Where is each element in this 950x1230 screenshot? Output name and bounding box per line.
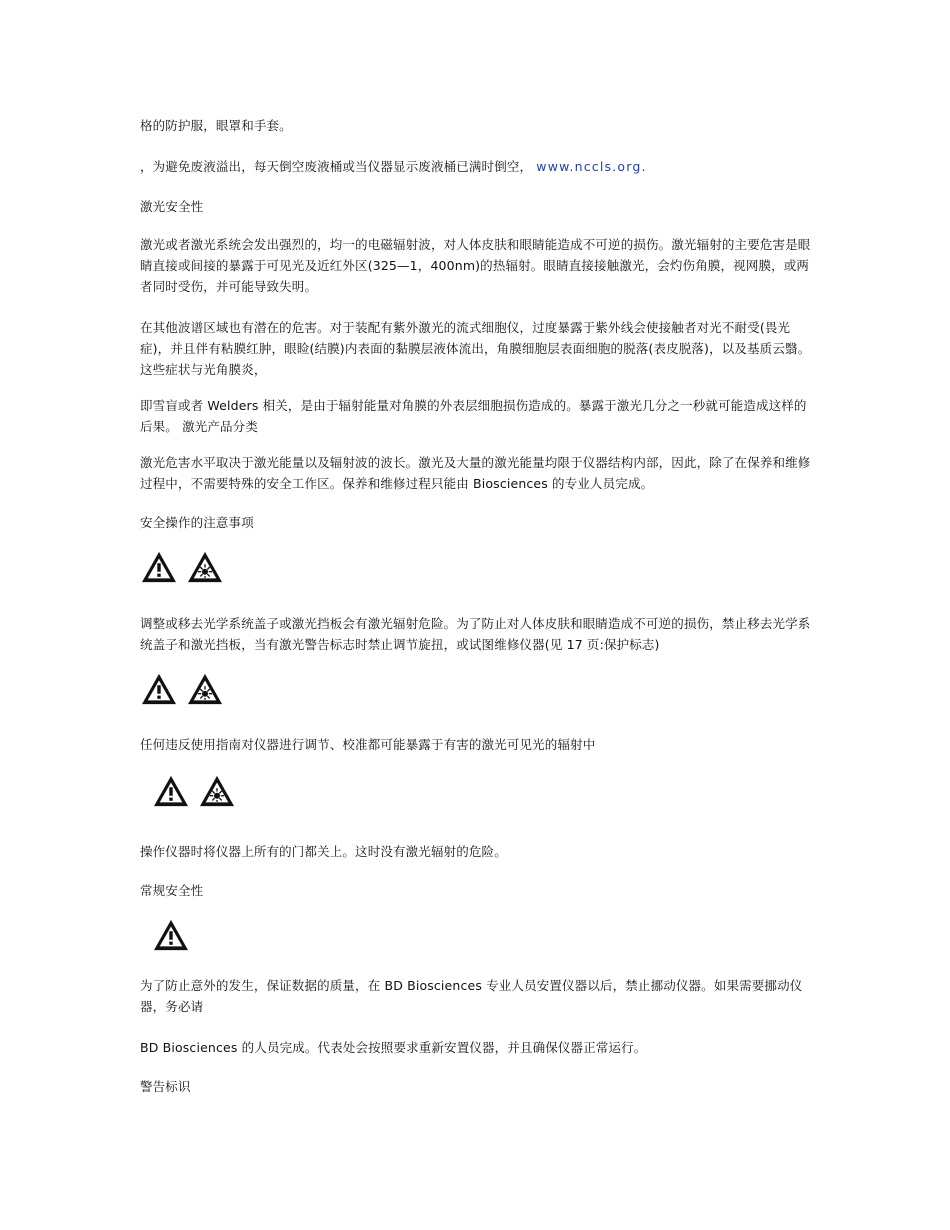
warning-triangle-icon	[152, 774, 190, 808]
heading-general-safety: 常规安全性	[140, 883, 204, 898]
icon-group-3	[152, 774, 236, 808]
heading-laser-safety: 激光安全性	[140, 199, 204, 214]
heading-safe-operation: 安全操作的注意事项	[140, 515, 254, 530]
paragraph-adjustment-warning: 任何违反使用指南对仪器进行调节、校准都可能暴露于有害的激光可见光的辐射中	[140, 737, 596, 752]
paragraph-cover-removal: 调整或移去光学系统盖子或激光挡板会有激光辐射危险。为了防止对人体皮肤和眼睛造成不可逆的损伤，禁止移去光学系统盖子和激光挡板，当有激光警告标志时禁止调节旋扭，或试图维修仪器(见 17 页:保护标志)	[140, 616, 811, 652]
paragraph-protective-gear: 格的防护服，眼罩和手套。	[140, 118, 292, 133]
heading-warning-labels: 警告标识	[140, 1079, 191, 1094]
icon-group-4	[152, 918, 190, 952]
paragraph-waste-text: ，为避免废液溢出，每天倒空废液桶或当仪器显示废液桶已满时倒空，	[140, 159, 533, 174]
warning-triangle-icon	[152, 918, 190, 952]
paragraph-hazard-level: 激光危害水平取决于激光能量以及辐射波的波长。激光及大量的激光能量均限于仪器结构内部，因此，除了在保养和维修过程中，不需要特殊的安全工作区。保养和维修过程只能由 Biosciences 的专业人员完成。	[140, 455, 811, 491]
paragraph-do-not-move: 为了防止意外的发生，保证数据的质量，在 BD Biosciences 专业人员安置仪器以后，禁止挪动仪器。如果需要挪动仪器，务必请	[140, 978, 803, 1014]
paragraph-snow-blindness: 即雪盲或者 Welders 相关，是由于辐射能量对角膜的外表层细胞损伤造成的。暴露于激光几分之一秒就可能造成这样的后果。 激光产品分类	[140, 398, 807, 434]
paragraph-bd-personnel: BD Biosciences 的人员完成。代表处会按照要求重新安置仪器，并且确保仪器正常运行。	[140, 1040, 647, 1055]
warning-triangle-icon	[140, 550, 178, 584]
paragraph-uv-hazards: 在其他波谱区域也有潜在的危害。对于装配有紫外激光的流式细胞仪，过度暴露于紫外线会使接触者对光不耐受(畏光症)，并且伴有粘膜红肿，眼睑(结膜)内表面的黏膜层液体流出，角膜细胞层表面细胞的脱落(表皮脱落)，以及基质云翳。这些症状与光角膜炎，	[140, 320, 811, 377]
icon-group-1	[140, 550, 224, 584]
laser-hazard-icon	[186, 672, 224, 706]
laser-hazard-icon	[198, 774, 236, 808]
paragraph-close-doors: 操作仪器时将仪器上所有的门都关上。这时没有激光辐射的危险。	[140, 844, 507, 859]
nccls-link[interactable]: www.nccls.org.	[536, 159, 647, 174]
icon-group-2	[140, 672, 224, 706]
warning-triangle-icon	[140, 672, 178, 706]
paragraph-waste-container	[140, 156, 812, 177]
laser-hazard-icon	[186, 550, 224, 584]
paragraph-laser-hazards: 激光或者激光系统会发出强烈的，均一的电磁辐射波，对人体皮肤和眼睛能造成不可逆的损伤。激光辐射的主要危害是眼睛直接或间接的暴露于可见光及近红外区(325—1，400nm)的热辐射。眼睛直接接触激光，会灼伤角膜，视网膜，或两者同时受伤，并可能导致失明。	[140, 237, 811, 294]
